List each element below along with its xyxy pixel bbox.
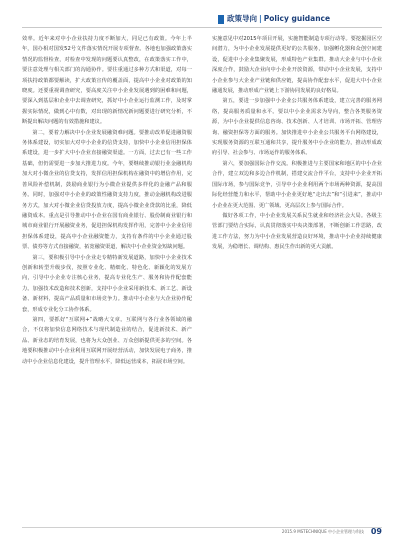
- section-title-cn: 政策导向: [227, 14, 257, 23]
- left-paragraph-3: 第三，要积极引导中小企业走专精特新发展道路，加快中小企业技术创新和转型升级步伐，按照专业化、精细化、特色化、新颖化的发展方向，引导中小企业专注核心业务，提高专业化生产、服务和协作配套能力。加强技术改造和技术创新，支持中小企业采用新技术、新工艺、新设备、新材料，提高产品质量和市场竞争力。推动中小企业与大企业协作配套，形成专业化分工协作体系。: [22, 254, 192, 313]
- right-paragraph-3: 第六，要加强国际合作交流。积极推进与主要国家和地区的中小企业合作，建立双边和多边合作机制，搭建交流合作平台，支持中小企业开拓国际市场，参与国际竞争，引导中小企业利用两个市场两种资源，提高国际化经营能力和水平，帮助中小企业更好地“走出去”和“引进来”，推动中小企业在更大范围、更广领域、更高层次上参与国际合作。: [212, 160, 382, 209]
- page-footer: [22, 527, 382, 539]
- section-marker: [218, 15, 224, 24]
- right-paragraph-1: 实施意见中对2015年项目开展，实施智能制造专项行动等。要挖掘园区空间潜力，为中小企业发展提供更好的公共服务，加强孵化器和众创空间建设，促进中小企业集聚发展，形成特色产业集群。推动大企业与中小企业深度合作，鼓励大企业向中小企业开放资源，带动中小企业发展，支持中小企业参与大企业产业链和供应链，提高协作配套水平，促进大中小企业融通发展，推动形成产业链上下游协同发展的良好格局。: [212, 36, 382, 95]
- left-paragraph-1: 效率。近年来对中小企业扶持力度不断加大，同足已有政策。今年上半年，国办相对国发52号文件落实情况开展专项督查。各地也加强政策落实情况的监督检查，对检查中发现的问题要认真整改，在政策落实工作中，要注意处理与相关部门的沟通协作。要往重通过多种方式和渠道，对每一项扶持政策都要解读，扩大政策宣传的覆盖面，提高中小企业对政策的知晓度。还要重视调查研究，要高度关注中小企业发展遇到的困难和问题，要深入到基层和企业中去调查研究，抓好中小企业运行监测工作，及时掌握实际情况，做到心中有数，对出现的新情况新问题要进行研究分析，不断提出解决问题的有效措施和建议。: [22, 36, 192, 126]
- section-title-en: Policy guidance: [263, 14, 331, 23]
- right-column: [212, 34, 382, 520]
- header-divider: [22, 27, 382, 28]
- section-header: [218, 15, 382, 24]
- section-separator: |: [259, 14, 262, 23]
- left-paragraph-2: 第二，要着力解决中小企业发展融资难问题。要推动改革促进融资服务体系建设，切实加大对中小企业的信贷支持，加快中小企业信用担保体系建设，进一步扩大中小企业直接融资渠道。一方面，过去已有一些工作基础，但仍需要进一步加大推进力度。今年，要继续推动银行业金融机构加大对小微企业的信贷支持，发挥信用担保机构在融资中的增信作用，完善风险补偿机制，鼓励商业银行为小微企业提供多样化的金融产品和服务。同时，加强对中小企业的政策性融资支持力度，推动金融机构改进服务方式，加大对小微企业信贷投放力度，提高小微企业贷款的比重，降低融资成本。重点是引导推动中小企业在国有商业银行、股份制商业银行和城市商业银行开展融资业务，促进担保机构发挥作用，完善中小企业信用担保体系建设，提高中小企业融资能力，支持有条件的中小企业通过股票、债券等方式直接融资，拓宽融资渠道，解决中小企业资金短缺问题。: [22, 129, 192, 251]
- left-column: [22, 34, 192, 520]
- right-paragraph-2: 第五，要进一步加强中小企业公共服务体系建设，建立完善的服务网络，提高服务质量和水平。要以中小企业需求为导向，整合各类服务资源，为中小企业提供信息咨询、技术创新、人才培训、市场开拓、管理咨询、融资担保等方面的服务。加快推进中小企业公共服务平台网络建设，实现服务资源的互联互通和共享，提升服务中小企业的能力，推动形成政府引导、社会参与、市场运作的服务体系。: [212, 98, 382, 157]
- left-paragraph-4: 第四，要抓好“互联网+”战略大文章。互联网与各行业各领域的融合，不仅将加快信息网络技术与现代制造业的结合，促进新技术、新产品、新业态的培育发展，也将为大众创业、万众创新提供更多的空间。各地要积极推动中小企业利用互联网开展经营活动，加快发展电子商务，推动中小企业信息化建设，提升管理水平，降低运营成本，拓展市场空间。: [22, 316, 192, 365]
- page-header: [0, 0, 404, 30]
- footer-divider: [22, 527, 382, 528]
- right-paragraph-4: 做好各项工作，中小企业发展关系民生就业和经济社会大局。各级主管部门要结合实际，认真贯彻落实中央决策部署，不断创新工作思路，改进工作方法，努力为中小企业发展营造良好环境，推动中小企业持续健康发展，为稳增长、调结构、惠民生作出新的更大贡献。: [212, 212, 382, 251]
- section-title: [227, 13, 330, 24]
- footer-journal-info: 2015.9 MSTECHNIQUE 中小企业管理与科技: [281, 529, 364, 534]
- page-number: 09: [370, 527, 382, 536]
